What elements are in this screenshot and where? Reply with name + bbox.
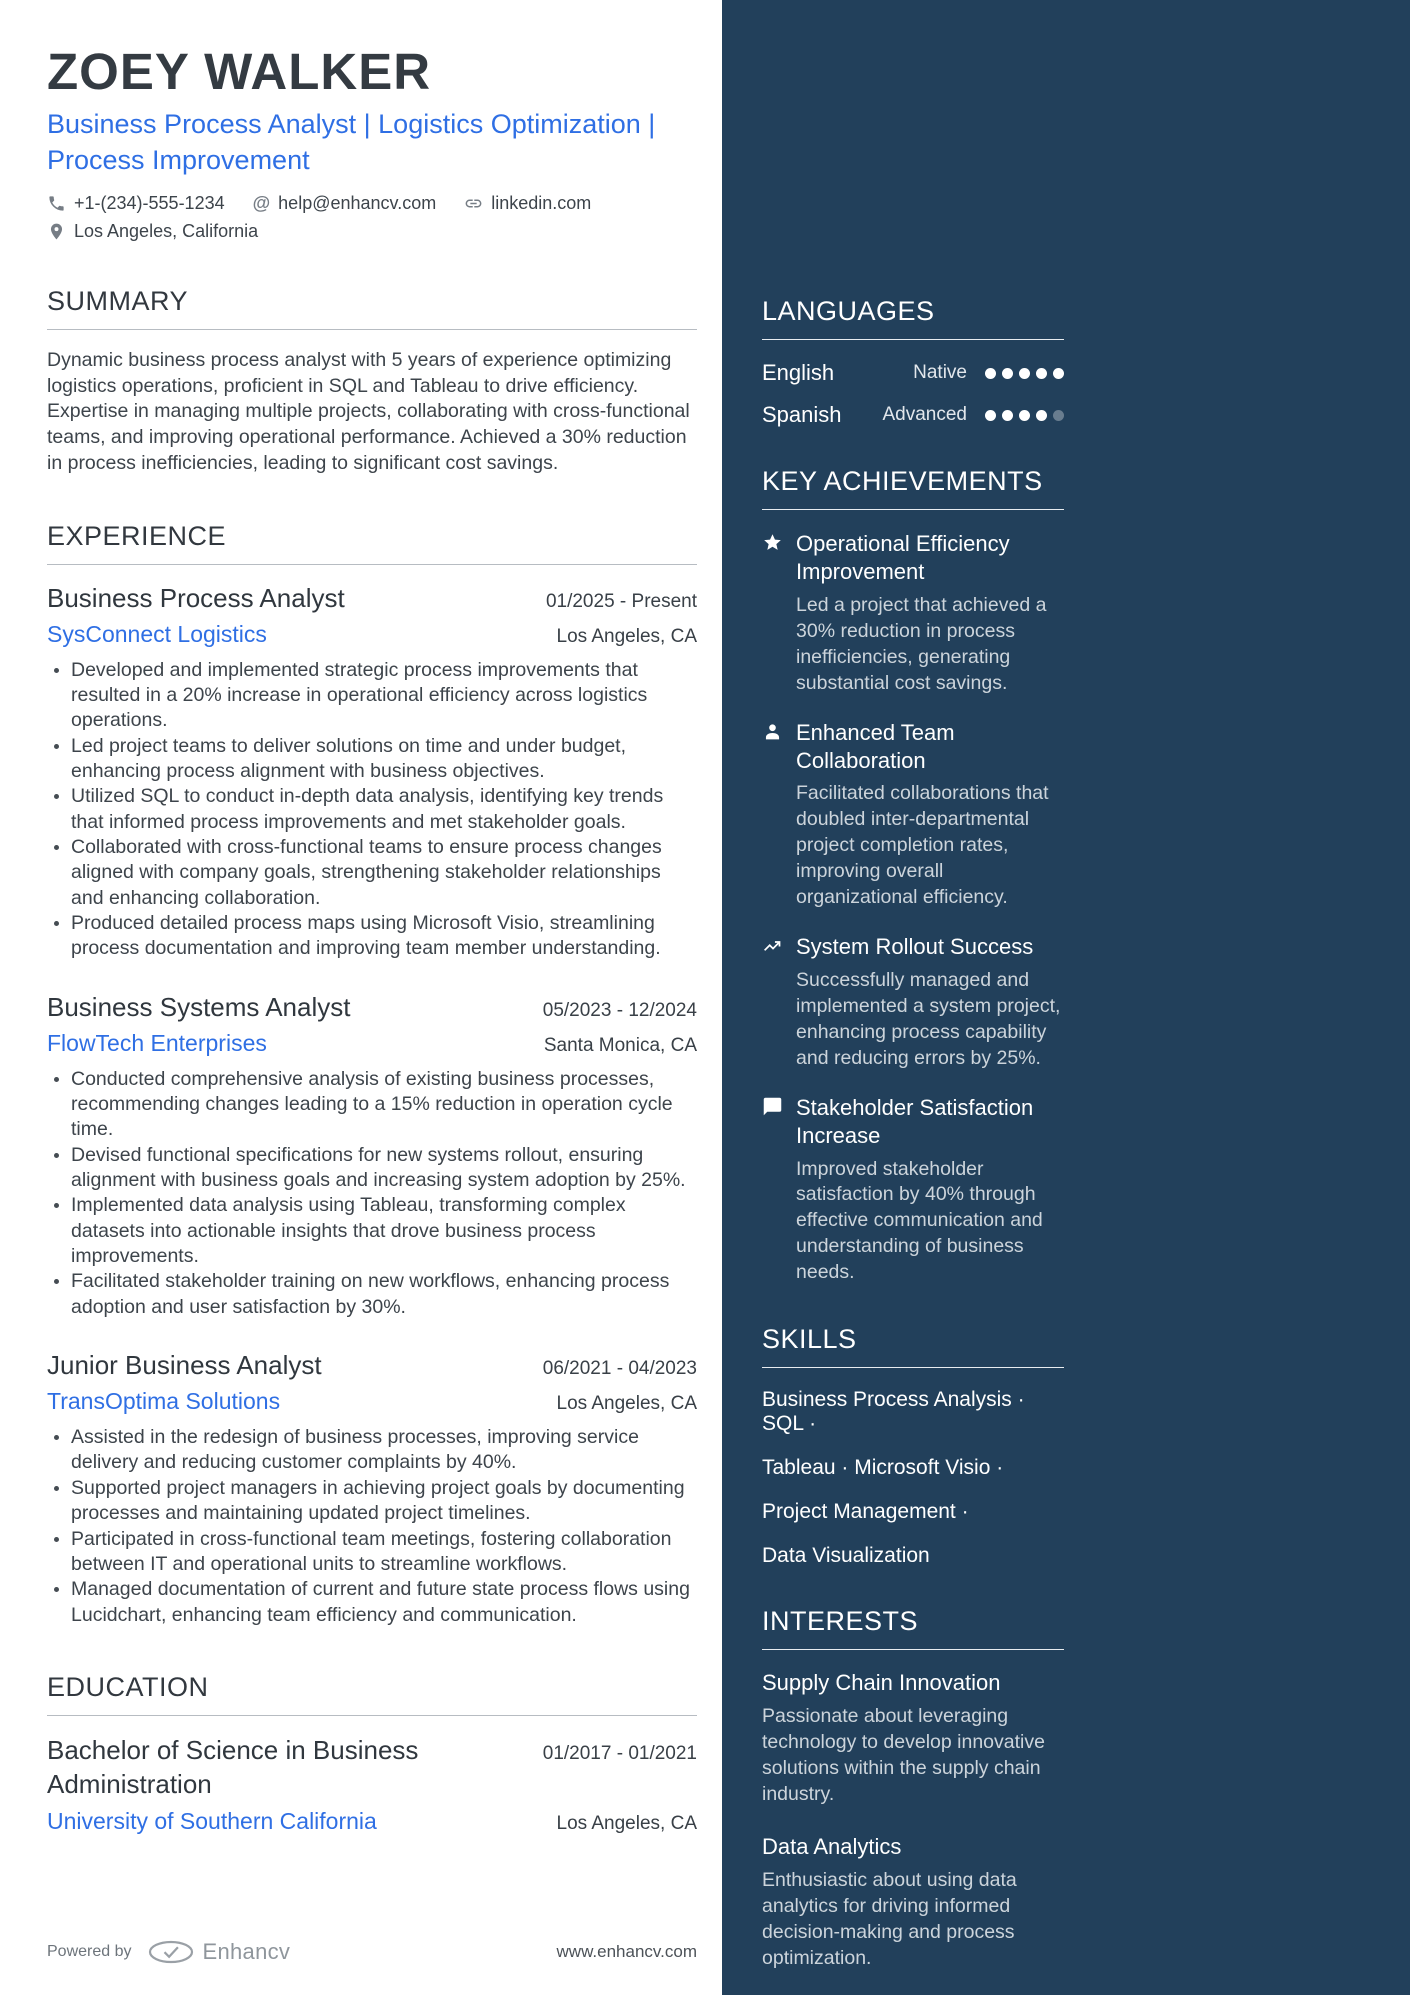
- proficiency-dot: [1019, 368, 1030, 379]
- job-bullets: [47, 1425, 697, 1628]
- achievement-description: Led a project that achieved a 30% reduction in process inefficiencies, generating substantial cost savings.: [796, 593, 1047, 694]
- proficiency-dot: [1019, 410, 1030, 421]
- proficiency-dot: [985, 410, 996, 421]
- company-name: FlowTech Enterprises: [47, 1029, 267, 1056]
- interests-section: [762, 1606, 1064, 1971]
- bullet-item: Implemented data analysis using Tableau, transforming complex datasets into actionable insights that drove business process improvements.: [47, 1193, 697, 1269]
- powered-by-label: Powered by: [47, 1943, 132, 1960]
- job-bullets: [47, 658, 697, 962]
- experience-section: [47, 521, 697, 1628]
- job-location: Santa Monica, CA: [543, 1034, 697, 1056]
- experience-entry: [47, 583, 697, 962]
- skills-heading: SKILLS: [762, 1324, 1064, 1368]
- experience-list: [47, 583, 697, 1628]
- experience-company-row: [47, 614, 697, 648]
- job-bullets: [47, 1067, 697, 1320]
- languages-section: [762, 296, 1064, 428]
- interest-item: [762, 1670, 1064, 1808]
- job-location: Los Angeles, CA: [556, 625, 697, 647]
- job-dates: 05/2023 - 12/2024: [542, 999, 697, 1021]
- bullet-item: Assisted in the redesign of business processes, improving service delivery and reducing customer complaints by 40%.: [47, 1425, 697, 1476]
- experience-title-row: [47, 992, 697, 1023]
- proficiency-dot: [1053, 410, 1064, 421]
- language-name: Spanish: [762, 402, 842, 427]
- language-name: English: [762, 360, 835, 385]
- languages-heading: LANGUAGES: [762, 296, 1064, 340]
- summary-section: [47, 286, 697, 477]
- achievement-title: System Rollout Success: [796, 934, 1034, 960]
- company-name: SysConnect Logistics: [47, 620, 267, 647]
- experience-entry: [47, 1350, 697, 1628]
- education-heading: EDUCATION: [47, 1672, 697, 1716]
- achievement-description: Successfully managed and implemented a system project, enhancing process capability and reducing errors by 25%.: [796, 968, 1061, 1069]
- experience-company-row: [47, 1381, 697, 1415]
- email-address: help@enhancv.com: [278, 192, 437, 213]
- person-icon: [762, 719, 796, 782]
- achievement-description: Facilitated collaborations that doubled inter-departmental project completion rates, improving overall organizational efficiency.: [796, 782, 1049, 909]
- summary-heading: SUMMARY: [47, 286, 697, 330]
- interests-list: [762, 1670, 1064, 1971]
- bullet-item: Utilized SQL to conduct in-depth data analysis, identifying key trends that informed process improvements and met stakeholder goals.: [47, 784, 697, 835]
- location-contact: [47, 221, 258, 242]
- phone-number: +1-(234)-555-1234: [74, 192, 225, 213]
- experience-company-row: [47, 1023, 697, 1057]
- proficiency-dot: [1053, 368, 1064, 379]
- job-dates: 01/2025 - Present: [545, 590, 697, 612]
- link-contact[interactable]: [464, 193, 591, 214]
- achievement-item: [762, 719, 1064, 911]
- skill-item: Business Process Analysis · SQL ·: [762, 1388, 1025, 1436]
- experience-title-row: [47, 1350, 697, 1381]
- interest-item: [762, 1834, 1064, 1972]
- job-dates: 06/2021 - 04/2023: [542, 1358, 697, 1380]
- achievement-title: Stakeholder Satisfaction Increase: [796, 1094, 1034, 1148]
- contact-info: [47, 193, 697, 242]
- interest-description: Enthusiastic about using data analytics for driving informed decision-making and process optimization.: [762, 1868, 1017, 1969]
- job-title: Junior Business Analyst: [47, 1350, 322, 1381]
- languages-list: [762, 360, 1064, 428]
- bullet-item: Collaborated with cross-functional teams to ensure process changes aligned with company goals, strengthening stakeholder relationships and enhancing collaboration.: [47, 835, 697, 911]
- achievement-description: Improved stakeholder satisfaction by 40% through effective communication and understanding of business needs.: [796, 1157, 1043, 1284]
- candidate-name: ZOEY WALKER: [47, 43, 432, 100]
- language-proficiency-dots: [985, 410, 1064, 421]
- bullet-item: Facilitated stakeholder training on new workflows, enhancing process adoption and user satisfaction by 30%.: [47, 1269, 697, 1320]
- achievement-title: Enhanced Team Collaboration: [796, 719, 955, 773]
- language-item: [762, 360, 1064, 386]
- language-level: Native: [913, 362, 967, 383]
- bullet-item: Led project teams to deliver solutions on time and under budget, enhancing process alignment with business objectives.: [47, 734, 697, 785]
- interest-title: Supply Chain Innovation: [762, 1670, 1001, 1696]
- resume-header: [47, 44, 697, 242]
- enhancv-logo[interactable]: [148, 1939, 291, 1965]
- achievement-item: [762, 1094, 1064, 1286]
- proficiency-dot: [1002, 410, 1013, 421]
- achievement-title: Operational Efficiency Improvement: [796, 531, 1010, 584]
- proficiency-dot: [1036, 410, 1047, 421]
- bullet-item: Supported project managers in achieving project goals by documenting processes and maintaining updated project timelines.: [47, 1476, 697, 1527]
- trending-up-icon: [762, 933, 796, 968]
- enhancv-logo-icon: [148, 1940, 194, 1964]
- education-school-row: [47, 1801, 697, 1835]
- location-icon: [47, 222, 66, 241]
- achievements-list: [762, 530, 1064, 1286]
- achievements-section: [762, 466, 1064, 1286]
- phone-icon: [47, 194, 66, 213]
- skills-list: [762, 1388, 1064, 1568]
- experience-heading: EXPERIENCE: [47, 521, 697, 565]
- footer: [47, 1939, 697, 1965]
- experience-title-row: [47, 583, 697, 614]
- link-text: linkedin.com: [491, 192, 592, 213]
- proficiency-dot: [985, 368, 996, 379]
- experience-entry: [47, 992, 697, 1320]
- bullet-item: Participated in cross-functional team meetings, fostering collaboration between IT and operational units to streamline workflows.: [47, 1527, 697, 1578]
- degree-title: Bachelor of Science in Business Administration: [47, 1734, 419, 1799]
- interest-title: Data Analytics: [762, 1833, 902, 1859]
- company-name: TransOptima Solutions: [47, 1388, 281, 1415]
- contact-row-primary: [47, 193, 697, 214]
- enhancv-logo-text: Enhancv: [202, 1939, 291, 1964]
- achievement-item: [762, 933, 1064, 1072]
- education-section: [47, 1672, 697, 1836]
- job-title: Business Systems Analyst: [47, 991, 351, 1022]
- skills-section: [762, 1324, 1064, 1568]
- star-icon: [762, 530, 796, 593]
- education-location: Los Angeles, CA: [556, 1813, 697, 1835]
- education-title-row: [47, 1734, 697, 1802]
- skill-item: Project Management ·: [762, 1500, 969, 1524]
- bullet-item: Developed and implemented strategic process improvements that resulted in a 20% increase in operational efficiency across logistics operations.: [47, 658, 697, 734]
- job-title: Business Process Analyst: [47, 582, 345, 613]
- language-proficiency-dots: [985, 368, 1064, 379]
- achievements-heading: KEY ACHIEVEMENTS: [762, 466, 1064, 510]
- skill-item: Tableau · Microsoft Visio ·: [762, 1456, 1004, 1480]
- at-icon: @: [252, 192, 271, 213]
- sidebar-content: [762, 296, 1064, 1972]
- bullet-item: Produced detailed process maps using Microsoft Visio, streamlining process documentation and improving team member understanding.: [47, 911, 697, 962]
- proficiency-dot: [1036, 368, 1047, 379]
- interest-description: Passionate about leveraging technology to develop innovative solutions within the supply chain industry.: [762, 1705, 1045, 1805]
- language-item: [762, 402, 1064, 428]
- language-level: Advanced: [882, 404, 967, 425]
- education-dates: 01/2017 - 01/2021: [542, 1742, 697, 1764]
- school-name: University of Southern California: [47, 1808, 377, 1835]
- contact-row-secondary: [47, 221, 697, 242]
- chat-bubble-icon: [762, 1094, 796, 1157]
- bullet-item: Conducted comprehensive analysis of existing business processes, recommending changes leading to a 15% reduction in operation cycle time.: [47, 1067, 697, 1143]
- proficiency-dot: [1002, 368, 1013, 379]
- link-icon: [464, 194, 483, 213]
- email-contact[interactable]: [253, 193, 437, 214]
- footer-branding: [47, 1939, 290, 1965]
- footer-website[interactable]: www.enhancv.com: [556, 1942, 697, 1961]
- skill-item: Data Visualization: [762, 1544, 930, 1568]
- bullet-item: Managed documentation of current and future state process flows using Lucidchart, enhancing team efficiency and communication.: [47, 1577, 697, 1628]
- phone-contact[interactable]: [47, 193, 225, 214]
- interests-heading: INTERESTS: [762, 1606, 1064, 1650]
- summary-text: Dynamic business process analyst with 5 years of experience optimizing logistics operations, proficient in SQL and Tableau to drive efficiency. Expertise in managing multiple projects, collaborating with cross-functional teams, and improving operational performance. Achieved a 30% reduction in process inefficiencies, leading to significant cost savings.: [47, 348, 690, 474]
- education-entry: [47, 1734, 697, 1836]
- candidate-headline: Business Process Analyst | Logistics Optimization | Process Improvement: [47, 109, 656, 175]
- bullet-item: Devised functional specifications for new systems rollout, ensuring alignment with business goals and increasing system adoption by 25%.: [47, 1143, 697, 1194]
- location-text: Los Angeles, California: [74, 220, 259, 241]
- sidebar-column: [722, 0, 1410, 1995]
- achievement-item: [762, 530, 1064, 697]
- job-location: Los Angeles, CA: [556, 1393, 697, 1415]
